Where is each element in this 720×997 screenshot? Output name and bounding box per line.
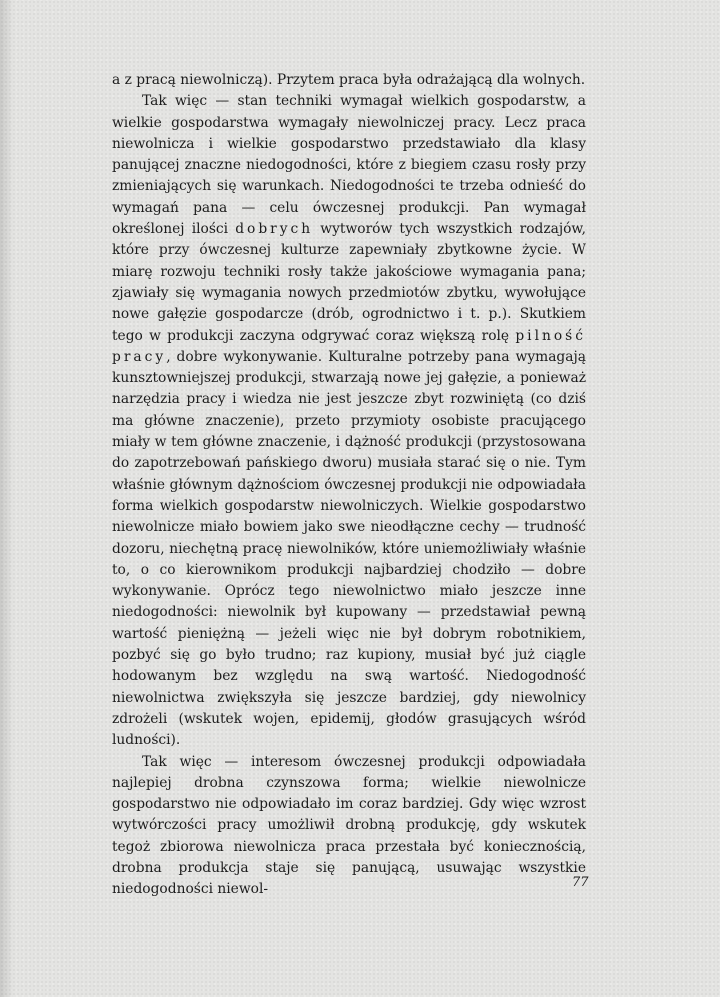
paragraph-3-text: Tak więc — interesom ówczesnej produkcji odpowiadała najlepiej drobna czynszowa forma; wielkie niewolnicze gospodarstwo nie odpowiadało im coraz bardziej. Gdy więc wzrost wytwórczości pracy umożliwił drobną produkcję, gdy wskutek tegoż zbiorowa niewolnicza praca przestała być koniecznością, drobna produkcja staje się panującą, usuwając wszystkie niedogodności niewol- — [112, 753, 586, 898]
paragraph-2-text-c: , dobre wykonywanie. Kulturalne potrzeby pana wymagają kunsztowniejszej produkcji, stwarzają nowe jej gałęzie, a ponieważ narzędzia pracy i wiedza nie jest jeszcze zbyt rozwiniętą (co dziś ma główne znaczenie), przeto przymioty osobiste pracującego miały w tem główne znaczenie, i dążność produkcji (przystosowana do zapotrzebowań pańskiego dworu) musiała starać się o nie. Tym właśnie głównym dążnościom ówczesnej produkcji nie odpowiadała forma wielkich gospodarstw niewolniczych. Wielkie gospodarstwo niewolnicze miało bowiem jako swe nieodłączne cechy — trudność dozoru, niechętną pracę niewolników, które uniemożliwiały właśnie to, o co kierownikom produkcji najbardziej chodziło — dobre wykonywanie. Oprócz tego niewolnictwo miało jeszcze inne niedogodności: niewolnik był kupowany — przedstawiał pewną wartość pieniężną — jeżeli więc nie był dobrym robotnikiem, pozbyć się go było trudno; raz kupiony, musiał być już ciągle hodowanym bez względu na swą wartość. Niedogodność niewolnictwa zwiększyła się jeszcze bardziej, gdy niewolnicy zdrożeli (wskutek wojen, epidemij, głodów grasujących wśród ludności). — [112, 348, 586, 749]
emphasized-phrase-pilnosc-pracy: pilność pracy — [112, 327, 586, 365]
paragraph-2-text-a: Tak więc — stan techniki wymagał wielkich gospodarstw, a wielkie gospodarstwa wymagały niewolniczej pracy. Lecz praca niewolnicza i wielkie gospodarstwo przedstawiało dla klasy panującej znaczne niedogodności, które z biegiem czasu rosły przy zmieniających się warunkach. Niedogodności te trzeba odnieść do wymagań pana — celu ówczesnej produkcji. Pan wymagał określonej ilości — [112, 93, 586, 238]
paragraph-1-text: a z pracą niewolniczą). Przytem praca była odrażającą dla wolnych. — [112, 72, 586, 88]
paragraph-3 — [112, 752, 586, 901]
paragraph-2 — [112, 91, 586, 751]
emphasized-word-dobrych: dobrych — [235, 221, 314, 238]
paragraph-2-text-b: wytworów tych wszystkich rodzajów, które przy ówczesnej kulturze zapewniały zbytkowne życie. W miarę rozwoju techniki rosły także jakościowe wymagania pana; zjawiały się wymagania nowych przedmiotów zbytku, wywołujące nowe gałęzie gospodarcze (drób, ogrodnictwo i t. p.). Skutkiem tego w produkcji zaczyna odgrywać coraz większą rolę — [112, 221, 586, 344]
body-text — [112, 70, 586, 901]
paragraph-1 — [112, 70, 586, 91]
page-number: 77 — [572, 875, 589, 890]
page-edge-shadow — [0, 0, 14, 997]
